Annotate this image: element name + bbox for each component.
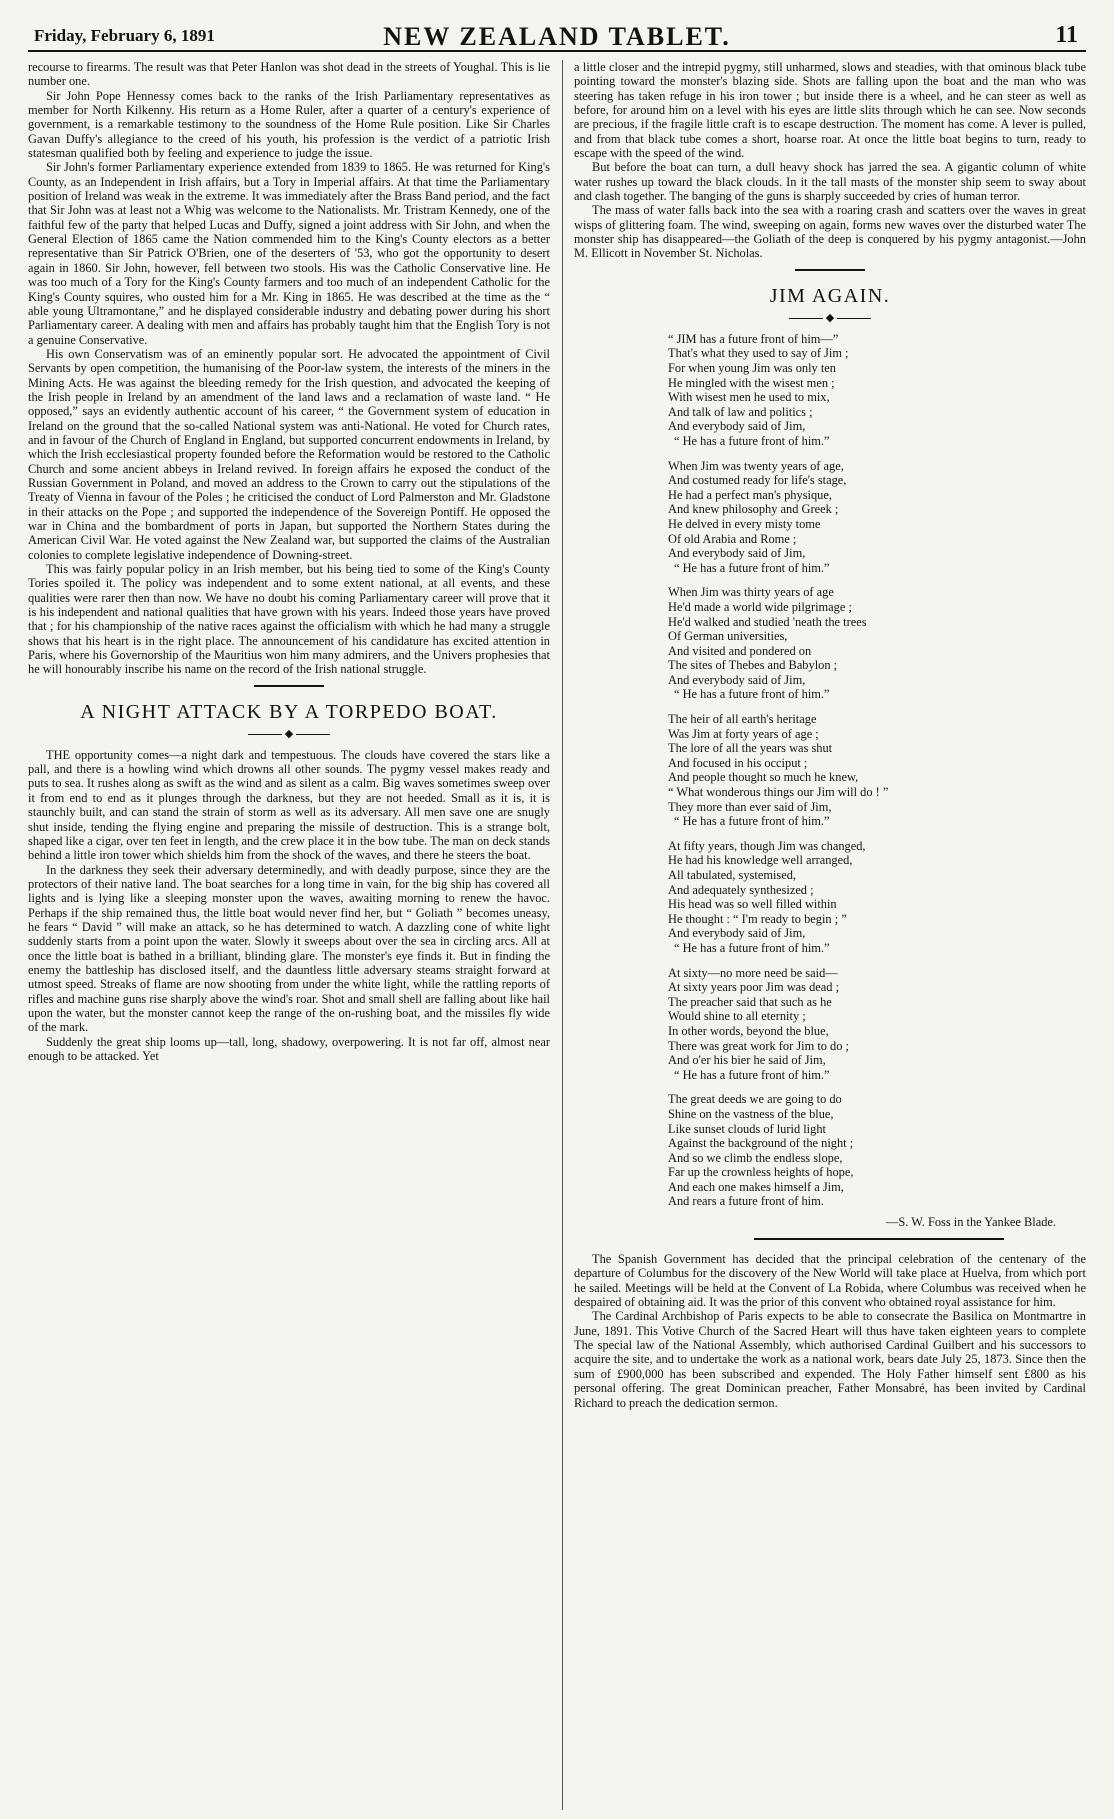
right-column xyxy=(574,60,1086,1810)
article-continuation: a little closer and the intrepid pygmy, still unharmed, slows and steadies, with that ominous black tube pointing toward the monster's blazing side. Shots are falling upon the boat and the man who was steering has taken refuge in his iron tower ; but inside there is a wheel, and he can steer as well as before, for around him on a level with his eyes are little slits through which he can see. Now seconds are precious, if the fragile little craft is to escape destruction. The moment has come. A lever is pulled, and from that black tube comes a short, hoarse roar. At once the little boat begins to turn, ready to escape with the speed of the wind. xyxy=(574,60,1086,161)
masthead-title: NEW ZEALAND TABLET. xyxy=(383,22,731,51)
poem-line: He had a perfect man's physique, xyxy=(668,487,832,502)
poem-line: All tabulated, systemised, xyxy=(668,868,797,882)
poem-line: “ He has a future front of him.” xyxy=(674,687,830,702)
poem-line: “ He has a future front of him.” xyxy=(674,1067,830,1082)
article-continuation: But before the boat can turn, a dull heavy shock has jarred the sea. A gigantic column of white water rushes up toward the black clouds. In it the tall masts of the monster ship seem to sway about and clash together. The banging of the guns is sharply succeeded by cries of human terror. xyxy=(574,160,1086,204)
poem-line: Was Jim at forty years of age ; xyxy=(668,726,819,741)
poem-stanza xyxy=(668,966,1086,1083)
section-divider xyxy=(795,269,865,271)
poem-line: He had his knowledge well arranged, xyxy=(668,853,853,868)
poem-line: And talk of law and politics ; xyxy=(668,404,813,419)
poem-line: That's what they used to say of Jim ; xyxy=(668,346,849,361)
poem-line: And rears a future front of him. xyxy=(668,1194,824,1209)
issue-date: Friday, February 6, 1891 xyxy=(34,26,215,45)
columns xyxy=(28,60,1086,1810)
poem-line: And everybody said of Jim, xyxy=(668,419,806,434)
poem-stanza xyxy=(668,585,1086,702)
poem-line: He mingled with the wisest men ; xyxy=(668,375,835,390)
paragraph: This was fairly popular policy in an Irish member, but his being tied to some of the King's County Tories spoiled it. The policy was independent and to some extent national, at all events, and these qualities were rarer then than now. We have no doubt his coming Parliamentary career will prove that it is his independent and national qualities that have grown with his years. Indeed those years have proved that ; for his championship of the native races against the officialism with which he had many a struggle shows that his heart is in the right place. The announcement of his candidature has excited attention in Paris, where his Governorship of the Mauritius won him many admirers, and the Univers prophesies that he will honourably inscribe his name on the record of the Irish national struggle. xyxy=(28,562,550,677)
poem-stanza xyxy=(668,459,1086,576)
headline-ornament: ◆ xyxy=(28,728,550,740)
poem-line: Shine on the vastness of the blue, xyxy=(668,1106,834,1121)
poem-line: And everybody said of Jim, xyxy=(668,926,806,941)
news-paragraph: The Cardinal Archbishop of Paris expects to be able to consecrate the Basilica on Montmartre in June, 1891. This Votive Church of the Sacred Heart will thus have taken eighteen years to complete The special law of the National Assembly, which authorised Cardinal Guilbert and his successors to acquire the site, and to undertake the work as a national work, bears date July 25, 1873. Since then the sum of £900,000 has been subscribed and expended. The Holy Father himself sent £800 as his personal offering. The great Dominican preacher, Father Monsabré, has been invited by Cardinal Richard to preach the dedication sermon. xyxy=(574,1309,1086,1410)
poem-line: Far up the crownless heights of hope, xyxy=(668,1165,854,1180)
poem-line: When Jim was thirty years of age xyxy=(668,585,834,600)
poem-line: There was great work for Jim to do ; xyxy=(668,1038,849,1053)
left-column xyxy=(28,60,550,1810)
poem-line: He delved in every misty tome xyxy=(668,516,821,531)
poem-line: The heir of all earth's heritage xyxy=(668,712,817,727)
poem-body xyxy=(668,332,1086,1209)
paragraph: Sir John's former Parliamentary experience extended from 1839 to 1865. He was returned for King's County, as an Independent in Irish affairs, but a Tory in Imperial affairs. At that time the Parliamentary position of Ireland was weak in the extreme. It was immediately after the Brass Band period, and the fact that Sir John was at least not a Whig was welcome to the Nationalists. Mr. Tristram Kennedy, one of the faithful few of the party that helped Lucas and Duffy, signed a joint address with Sir John, and when the General Election of 1865 came the Nation commended him to the King's County electors as a better representative than Sir Patrick O'Brien, one of the deserters of '53, who got the opportunity to desert again in 1860. Sir John, however, fell between two stools. His was the Catholic Conservative line. He was too much of a Tory for the King's County farmers and too much of an independent Catholic for the King's County squires, who ousted him for a Mr. King in 1865. He was described at the time as the “ able young Ultramontane,” and he displayed considerable industry and debating power during his short Parliamentary career. A dealing with men and affairs has probably taught him that the English Tory is not a genuine Conservative. xyxy=(28,160,550,347)
poem-line: In other words, beyond the blue, xyxy=(668,1023,829,1038)
poem-line: He thought : “ I'm ready to begin ; ” xyxy=(668,911,847,926)
poem-line: The preacher said that such as he xyxy=(668,994,832,1009)
poem-line: The great deeds we are going to do xyxy=(668,1092,842,1107)
poem-line: And focused in his occiput ; xyxy=(668,755,808,770)
poem-title-ornament: ◆ xyxy=(574,312,1086,324)
poem-stanza xyxy=(668,839,1086,956)
poem-line: And adequately synthesized ; xyxy=(668,882,814,897)
paragraph: Sir John Pope Hennessy comes back to the ranks of the Irish Parliamentary representatives as member for North Kilkenny. His return as a Home Ruler, after a quarter of a century's experience of government, is a remarkable testimony to the soundness of the Home Rule position. Like Sir Charles Gavan Duffy's allegiance to the creed of his youth, his profession is the verdict of a patriotic Irish statesman qualified both by feeling and experience to judge the issue. xyxy=(28,88,550,161)
poem-credit: —S. W. Foss in the Yankee Blade. xyxy=(885,1215,1056,1230)
poem-line: And everybody said of Jim, xyxy=(668,672,806,687)
poem-line: At fifty years, though Jim was changed, xyxy=(668,838,866,853)
poem-line: And everybody said of Jim, xyxy=(668,546,806,561)
page-header xyxy=(28,20,1086,52)
article-paragraph: In the darkness they seek their adversary determinedly, and with deadly purpose, since they are the protectors of their native land. The boat searches for a long time in vain, for the big ship has covered all lights and is lying like a sleeping monster upon the waves, awaiting morning to renew the havoc. Perhaps if the ship remained thus, the little boat would never find her, but “ Goliath ” becomes uneasy, he fears “ David ” will make an attack, so he has determined to watch. A dazzling cone of white light suddenly starts from a point upon the water. Slowly it sweeps about over the sea in circling arcs. All at once the little boat is bathed in a brilliant, blinding glare. The monster's eye finds it. But in finding the enemy the battleship has disclosed itself, and the dauntless little adversary steams straight forward at utmost speed. Streaks of flame are now shooting from under the white light, while the rattling reports of rifles and machine guns rise sharply above the wind's roar. Shot and small shell are falling about like hail upon the water, but the monster cannot keep the range of the on-rushing boat, and the missiles fly wide of the mark. xyxy=(28,862,550,1035)
poem-line: He'd made a world wide pilgrimage ; xyxy=(668,599,852,614)
paragraph: His own Conservatism was of an eminently popular sort. He advocated the appointment of Civil Servants by open competition, the humanising of the Poor-law system, the interests of the miners in the Mining Acts. He was against the bleeding remedy for the Irish question, and advocated the keeping of the Irish people in Ireland by an amendment of the land laws and a reclamation of waste land. “ He opposed,” says an evidently authentic account of his career, “ the Government system of education in Ireland on the ground that the so-called National system was anti-National. He voted for Church rates, and in favour of the Church of England in England, but supported concurrent endowments in Ireland, by which the Irish ecclesiastical property founded before the Reformation would be restored to the Catholic Church and some ancient abbeys in Ireland revived. In foreign affairs he exposed the conduct of the Russian Government in Poland, and moved an address to the Crown to carry out the stipulations of the Treaty of Vienna in favour of the Poles ; he criticised the conduct of Lord Palmerston and Mr. Gladstone in their attacks on the Pope ; and supported the independence of the Sovereign Pontiff. He opposed the war in China and the bombardment of ports in Japan, but supported the Northern States during the American Civil War. He voted against the New Zealand war, but supported the claims of the Australian colonies to complete legislative independence of Downing-street. xyxy=(28,346,550,562)
poem-line: And each one makes himself a Jim, xyxy=(668,1179,844,1194)
page-number: 11 xyxy=(1055,22,1078,48)
column-rule xyxy=(562,60,563,1810)
poem-title: JIM AGAIN. xyxy=(769,284,891,307)
poem-line: And o'er his bier he said of Jim, xyxy=(668,1053,826,1068)
poem-line: “ He has a future front of him.” xyxy=(674,940,830,955)
poem-line: Of old Arabia and Rome ; xyxy=(668,531,797,546)
poem-line: And visited and pondered on xyxy=(668,643,812,658)
poem-line: The sites of Thebes and Babylon ; xyxy=(668,658,838,673)
poem-line: And costumed ready for life's stage, xyxy=(668,473,847,488)
section-divider xyxy=(254,685,324,687)
poem-stanza xyxy=(668,1092,1086,1209)
poem-stanza xyxy=(668,332,1086,449)
poem-line: He'd walked and studied 'neath the trees xyxy=(668,614,867,629)
paragraph: recourse to firearms. The result was that Peter Hanlon was shot dead in the streets of Youghal. This is lie number one. xyxy=(28,60,550,89)
article-headline: A NIGHT ATTACK BY A TORPEDO BOAT. xyxy=(80,700,498,723)
article-paragraph: Suddenly the great ship looms up—tall, long, shadowy, overpowering. It is not far off, almost near enough to be attacked. Yet xyxy=(28,1034,550,1063)
poem-line: “ He has a future front of him.” xyxy=(674,560,830,575)
article-continuation: The mass of water falls back into the sea with a roaring crash and scatters over the waves in great wisps of glittering foam. The wind, sweeping on again, forms new waves over the disturbed water The monster ship has disappeared—the Goliath of the deep is conquered by his pygmy antagonist.—John M. Ellicott in November St. Nicholas. xyxy=(574,203,1086,261)
poem-stanza xyxy=(668,712,1086,829)
poem-line: When Jim was twenty years of age, xyxy=(668,458,844,473)
poem-line: And people thought so much he knew, xyxy=(668,770,859,785)
poem-line: And knew philosophy and Greek ; xyxy=(668,502,839,517)
poem-line: For when young Jim was only ten xyxy=(668,361,836,375)
poem-line: Would shine to all eternity ; xyxy=(668,1009,806,1024)
news-paragraph: The Spanish Government has decided that the principal celebration of the centenary of the departure of Columbus for the discovery of the New World will take place at Huelva, from which port he sailed. Meetings will be held at the Convent of La Robida, where Columbus was received when he despaired of obtaining aid. It was the prior of this convent who obtained royal assistance for him. xyxy=(574,1252,1086,1310)
poem-line: “ JIM has a future front of him—” xyxy=(668,331,839,346)
poem-line: His head was so well filled within xyxy=(668,897,837,912)
poem-line: At sixty—no more need be said— xyxy=(668,965,838,980)
poem-line: “ What wonderous things our Jim will do ! ” xyxy=(668,785,889,800)
poem-line: Against the background of the night ; xyxy=(668,1136,854,1151)
poem-line: And so we climb the endless slope, xyxy=(668,1150,843,1165)
poem-line: Of German universities, xyxy=(668,629,788,644)
poem-line: The lore of all the years was shut xyxy=(668,741,833,756)
poem-line: “ He has a future front of him.” xyxy=(674,814,830,829)
article-paragraph: THE opportunity comes—a night dark and tempestuous. The clouds have covered the stars like a pall, and there is a howling wind which drowns all other sounds. The pygmy vessel makes ready and puts to sea. It rushes along as swift as the wind and as silent as a calm. Big waves sometimes sweep over it from end to end as it plunges through the darkness, but they are not heeded. Small as it is, it is staunchly built, and can stand the strain of storm as well as its adversary. All men save one are snugly shut inside, tending the flying engine and preparing the missile of destruction. This is a strange bolt, shaped like a cigar, over ten feet in length, and the crew place it in the bow tube. The man on deck stands behind a little iron tower which shields him from the shock of the waves, and there he steers the boat. xyxy=(28,747,550,863)
poem-line: At sixty years poor Jim was dead ; xyxy=(668,980,840,995)
poem-line: They more than ever said of Jim, xyxy=(668,799,832,814)
section-divider xyxy=(754,1238,1004,1240)
poem-line: “ He has a future front of him.” xyxy=(674,433,830,448)
poem-line: With wisest men he used to mix, xyxy=(668,390,830,405)
poem-line: Like sunset clouds of lurid light xyxy=(668,1121,826,1136)
